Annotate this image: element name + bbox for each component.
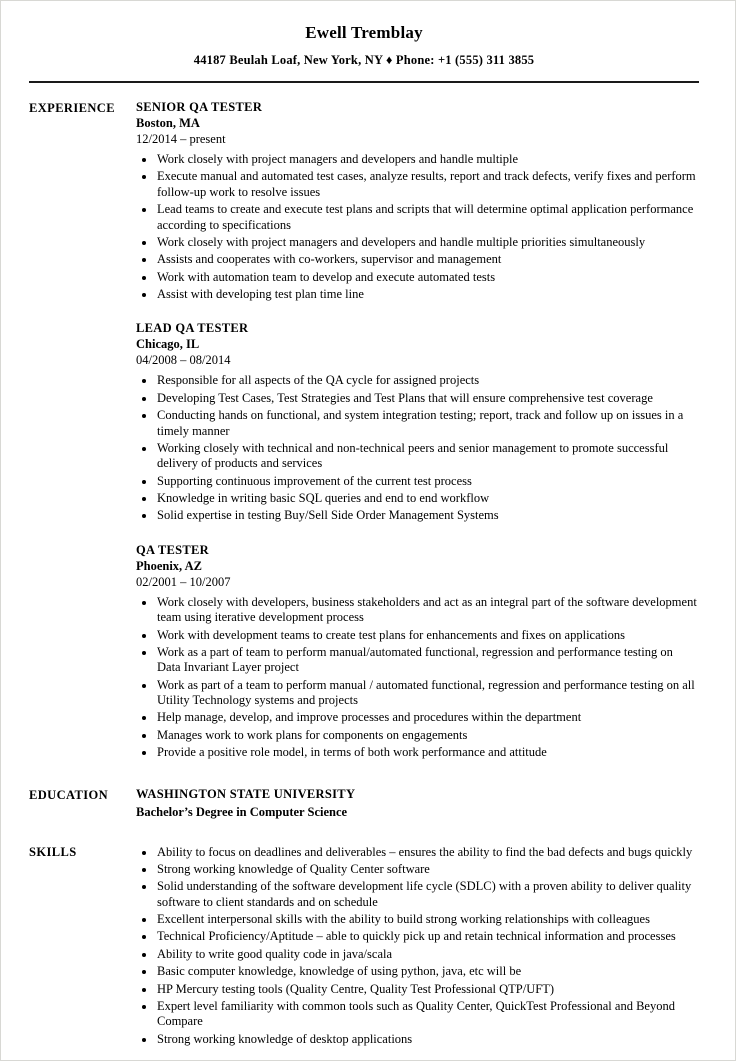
- skills-content: [136, 844, 699, 1050]
- section-label-education: EDUCATION: [29, 787, 109, 802]
- bullet-item: • Assist with developing test plan time line: [156, 287, 699, 302]
- school-name: WASHINGTON STATE UNIVERSITY: [136, 786, 356, 801]
- job-location: Phoenix, AZ: [136, 558, 202, 573]
- bullet-item: • Ability to write good quality code in java/scala: [156, 947, 699, 962]
- bullet-item: • Lead teams to create and execute test plans and scripts that will determine optimal application performance according to specifications: [156, 202, 699, 233]
- candidate-name: Ewell Tremblay: [305, 23, 423, 42]
- job-title: QA TESTER: [136, 542, 209, 557]
- skills-bullet-list: [136, 845, 699, 1048]
- bullet-item: • Manages work to work plans for components on engagements: [156, 728, 699, 743]
- bullet-item: • Work as a part of team to perform manual/automated functional, regression and performance testing on Data Invariant Layer project: [156, 645, 699, 676]
- bullet-item: • HP Mercury testing tools (Quality Centre, Quality Test Professional QTP/UFT): [156, 982, 699, 997]
- job-location: Chicago, IL: [136, 337, 200, 352]
- bullet-item: • Strong working knowledge of desktop applications: [156, 1032, 699, 1047]
- job-dates: 02/2001 – 10/2007: [136, 574, 231, 589]
- bullet-item: • Responsible for all aspects of the QA cycle for assigned projects: [156, 373, 699, 388]
- bullet-item: • Assists and cooperates with co-workers, supervisor and management: [156, 252, 699, 267]
- bullet-item: • Work with automation team to develop and execute automated tests: [156, 270, 699, 285]
- header-divider: [29, 81, 699, 83]
- bullet-item: • Execute manual and automated test cases, analyze results, report and track defects, verify fixes and perform follow-up work to resolve issues: [156, 169, 699, 200]
- bullet-item: • Developing Test Cases, Test Strategies and Test Plans that will ensure comprehensive test coverage: [156, 391, 699, 406]
- bullet-item: • Solid expertise in testing Buy/Sell Side Order Management Systems: [156, 508, 699, 523]
- degree-name: Bachelor’s Degree in Computer Science: [136, 804, 348, 819]
- bullet-item: • Basic computer knowledge, knowledge of using python, java, etc will be: [156, 964, 699, 979]
- contact-line: 44187 Beulah Loaf, New York, NY ♦ Phone: +1 (555) 311 3855: [193, 53, 535, 67]
- bullet-item: • Provide a positive role model, in terms of both work performance and attitude: [156, 745, 699, 760]
- bullet-item: • Technical Proficiency/Aptitude – able to quickly pick up and retain technical information and processes: [156, 929, 699, 944]
- bullet-item: • Work closely with project managers and developers and handle multiple priorities simultaneously: [156, 235, 699, 250]
- bullet-item: • Work as part of a team to perform manual / automated functional, regression and performance testing on all Utility Technology systems and projects: [156, 678, 699, 709]
- resume-header: [29, 19, 699, 68]
- job-entry: [136, 100, 699, 302]
- bullet-item: • Supporting continuous improvement of the current test process: [156, 474, 699, 489]
- bullet-item: • Work closely with developers, business stakeholders and act as an integral part of the software development team using iterative development process: [156, 595, 699, 626]
- bullet-item: • Work closely with project managers and developers and handle multiple: [156, 152, 699, 167]
- bullet-item: • Excellent interpersonal skills with the ability to build strong working relationships with colleagues: [156, 912, 699, 927]
- section-education: [29, 787, 699, 820]
- bullet-item: • Expert level familiarity with common tools such as Quality Center, QuickTest Professional and Beyond Compare: [156, 999, 699, 1030]
- job-title: LEAD QA TESTER: [136, 321, 249, 336]
- bullet-item: • Help manage, develop, and improve processes and procedures within the department: [156, 710, 699, 725]
- bullet-item: • Working closely with technical and non-technical peers and senior management to promote successful delivery of products and services: [156, 441, 699, 472]
- job-bullet-list: [136, 373, 699, 523]
- bullet-item: • Conducting hands on functional, and system integration testing; report, track and follow up on issues in a timely manner: [156, 408, 699, 439]
- section-experience: [29, 100, 699, 763]
- bullet-item: • Solid understanding of the software development life cycle (SDLC) with a proven ability to deliver quality software to client standards and on schedule: [156, 879, 699, 910]
- job-location: Boston, MA: [136, 116, 200, 130]
- education-content: [136, 787, 699, 820]
- job-dates: 12/2014 – present: [136, 132, 226, 146]
- section-label-experience: EXPERIENCE: [29, 101, 115, 115]
- bullet-item: • Strong working knowledge of Quality Center software: [156, 862, 699, 877]
- bullet-item: • Ability to focus on deadlines and deliverables – ensures the ability to find the bad defects and bugs quickly: [156, 845, 699, 860]
- bullet-item: • Work with development teams to create test plans for enhancements and fixes on applications: [156, 628, 699, 643]
- section-label-skills: SKILLS: [29, 844, 77, 859]
- job-entry: [136, 321, 699, 523]
- experience-content: [136, 100, 699, 763]
- job-entry: [136, 543, 699, 761]
- job-dates: 04/2008 – 08/2014: [136, 353, 231, 368]
- job-title: SENIOR QA TESTER: [136, 100, 263, 114]
- job-bullet-list: [136, 152, 699, 302]
- bullet-item: • Knowledge in writing basic SQL queries and end to end workflow: [156, 491, 699, 506]
- job-bullet-list: [136, 595, 699, 761]
- section-skills: [29, 844, 699, 1050]
